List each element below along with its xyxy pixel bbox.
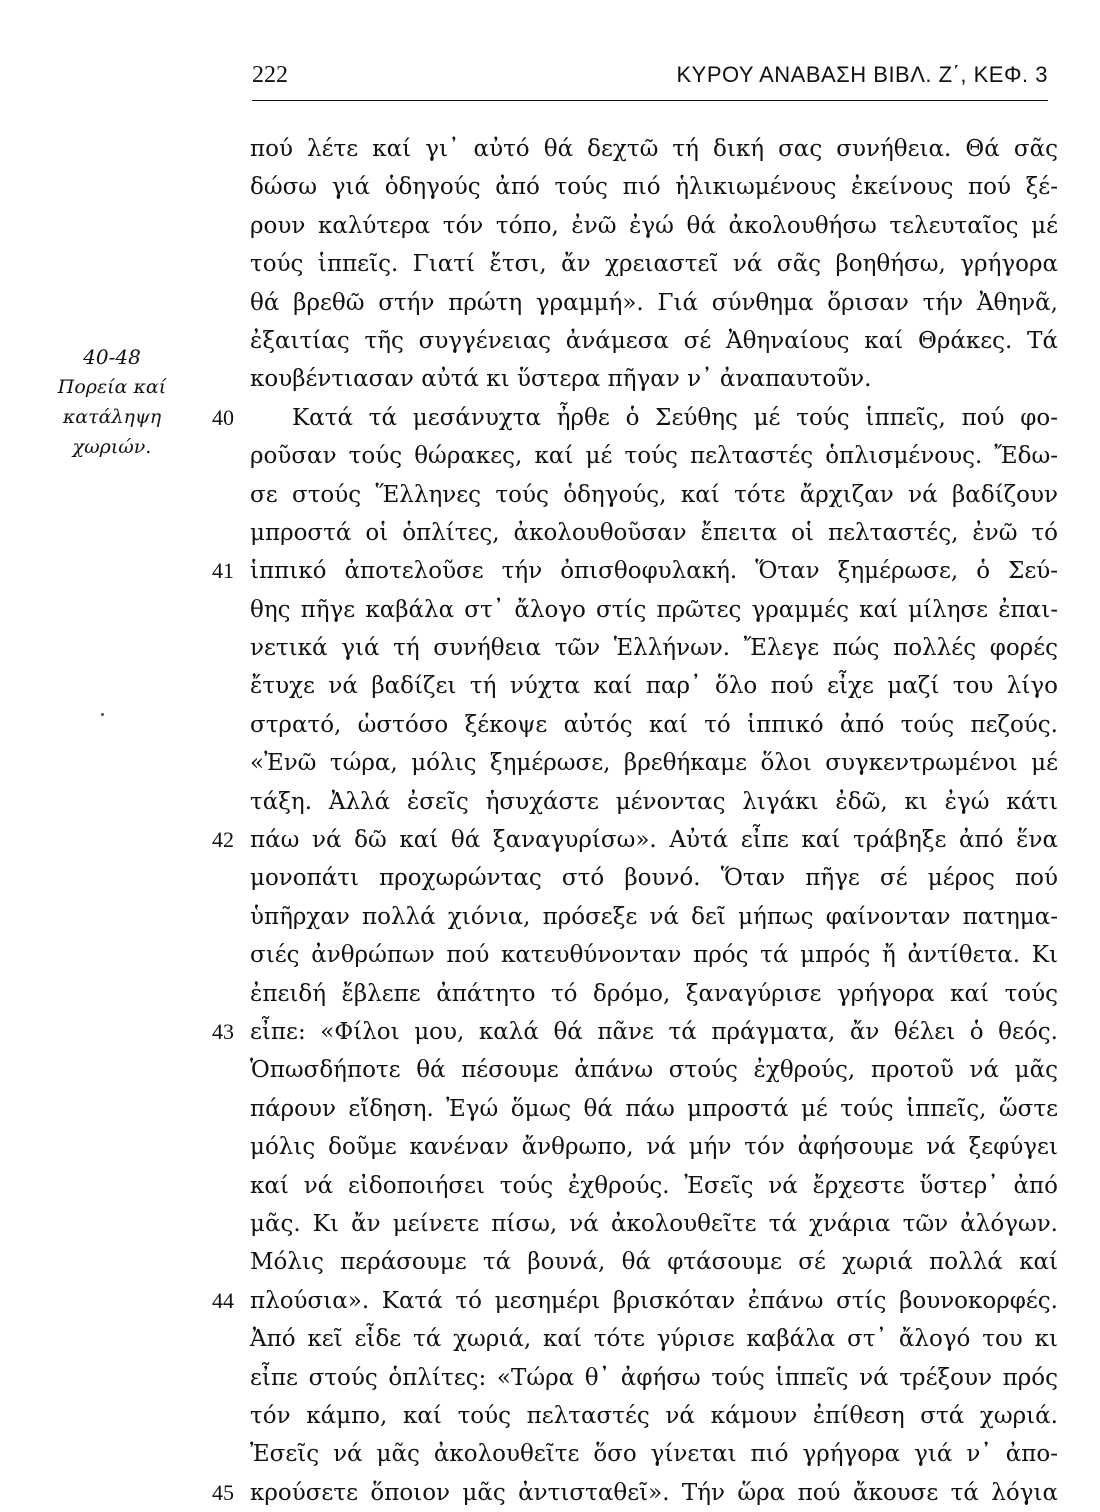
line-text: σιές ἀνθρώπων πού κατευθύνονταν πρός τά μπρός ἤ ἀντίθετα. Κι [250,942,1058,969]
text-line [212,1474,1060,1512]
line-text: Ἐσεῖς νά μᾶς ἀκολουθεῖτε ὅσο γίνεται πιό γρήγορα γιά ν᾽ ἀπο- [250,1441,1058,1468]
line-text: εἶπε: «Φίλοι μου, καλά θά πᾶνε τά πράγματα, ἄν θέλει ὁ θεός. [250,1018,1058,1045]
line-text: ἔτυχε νά βαδίζει τή νύχτα καί παρ᾽ ὅλο πού εἶχε μαζί του λίγο [250,673,1058,700]
line-text: Ὁπωσδήποτε θά πέσουμε ἀπάνω στούς ἐχθρούς, προτοῦ νά μᾶς [250,1057,1058,1084]
line-text: εἶπε στούς ὁπλίτες: «Τώρα θ᾽ ἀφήσω τούς ἱππεῖς νά τρέξουν πρός [250,1364,1058,1391]
text-line [250,322,1060,360]
line-text: ρουν καλύτερα τόν τόπο, ἐνῶ ἐγώ θά ἀκολουθήσω τελευταῖος μέ [250,212,1058,239]
line-text: τόν κάμπο, καί τούς πελταστές νά κάμουν ἐπίθεση στά χωριά. [250,1402,1058,1429]
body-text [212,130,1060,1512]
line-text: τούς ἱππεῖς. Γιατί ἔτσι, ἄν χρειαστεῖ νά σᾶς βοηθήσω, γρήγορα [250,251,1058,278]
text-line [250,667,1060,705]
line-text: «Ἐνῶ τώρα, μόλις ξημέρωσε, βρεθήκαμε ὅλοι συγκεντρωμένοι μέ [250,750,1058,777]
text-line [250,514,1060,552]
text-line [250,706,1060,744]
text-line [250,476,1060,514]
header-rule [252,100,1048,101]
running-header [252,58,1048,94]
text-line [212,1282,1060,1320]
text-line [250,1051,1060,1089]
line-text: μονοπάτι προχωρώντας στό βουνό. Ὅταν πῆγε σέ μέρος πού [250,865,1058,892]
line-text: ἱππικό ἀποτελοῦσε τήν ὀπισθοφυλακή. Ὅταν ξημέρωσε, ὁ Σεύ- [250,558,1058,585]
line-text: πού λέτε καί γι᾽ αὐτό θά δεχτῶ τή δική σας συνήθεια. Θά σᾶς [250,136,1058,162]
section-number: 44 [212,1287,234,1313]
line-text: σε στούς Ἕλληνες τούς ὁδηγούς, καί τότε ἄρχιζαν νά βαδίζουν [250,481,1058,508]
line-text: Κατά τά μεσάνυχτα ἦρθε ὁ Σεύθης μέ τούς ἱππεῖς, πού φο- [292,404,1058,431]
margin-note-line: χωριών. [72,436,152,458]
text-line [250,284,1060,322]
text-line [250,1435,1060,1473]
text-line [250,207,1060,245]
line-text: κουβέντιασαν αὐτά κι ὕστερα πῆγαν ν᾽ ἀναπαυτοῦν. [250,366,872,393]
margin-note [28,342,196,462]
text-line [250,1090,1060,1128]
line-text: Ἀπό κεῖ εἶδε τά χωριά, καί τότε γύρισε καβάλα στ᾽ ἄλογό του κι [250,1326,1058,1353]
stray-mark [101,713,104,716]
text-line [250,1128,1060,1166]
text-line [212,399,1060,437]
line-text: μᾶς. Κι ἄν μείνετε πίσω, νά ἀκολουθεῖτε τά χνάρια τῶν ἀλόγων. [250,1210,1058,1237]
line-text: ἐξαιτίας τῆς συγγένειας ἀνάμεσα σέ Ἀθηναίους καί Θράκες. Τά [250,327,1058,354]
text-line [250,1205,1060,1243]
line-text: νετικά γιά τή συνήθεια τῶν Ἑλλήνων. Ἔλεγε πώς πολλές φορές [250,635,1058,662]
text-line [250,898,1060,936]
line-text: ὑπῆρχαν πολλά χιόνια, πρόσεξε νά δεῖ μήπως φαίνονταν πατημα- [250,903,1058,930]
text-line [250,360,1060,398]
section-number: 41 [212,558,234,584]
running-title: ΚΥΡΟΥ ΑΝΑΒΑΣΗ ΒΙΒΛ. Ζ΄, ΚΕΦ. 3 [676,62,1048,87]
text-line [250,783,1060,821]
text-line [212,552,1060,590]
text-line [212,821,1060,859]
section-number: 42 [212,827,234,853]
line-text: πάω νά δῶ καί θά ξαναγυρίσω». Αὐτά εἶπε καί τράβηξε ἀπό ἕνα [250,827,1058,854]
margin-note-range: 40-48 [83,345,141,369]
section-number: 40 [212,404,234,430]
text-line [250,744,1060,782]
line-text: καί νά εἰδοποιήσει τούς ἐχθρούς. Ἐσεῖς νά ἔρχεστε ὕστερ᾽ ἀπό [250,1172,1058,1199]
section-number: 43 [212,1018,234,1044]
line-text: στρατό, ὡστόσο ξέκοψε αὐτός καί τό ἱππικό ἀπό τούς πεζούς. [250,711,1058,738]
line-text: μπροστά οἱ ὁπλίτες, ἀκολουθοῦσαν ἔπειτα οἱ πελταστές, ἐνῶ τό [250,519,1058,546]
line-text: θης πῆγε καβάλα στ᾽ ἄλογο στίς πρῶτες γραμμές καί μίλησε ἐπαι- [250,596,1058,623]
line-text: πάρουν εἴδηση. Ἐγώ ὅμως θά πάω μπροστά μέ τούς ἱππεῖς, ὥστε [250,1095,1058,1122]
text-line [250,245,1060,283]
text-line [250,629,1060,667]
line-text: μόλις δοῦμε κανέναν ἄνθρωπο, νά μήν τόν ἀφήσουμε νά ξεφύγει [250,1134,1058,1161]
text-line [250,1167,1060,1205]
text-line [250,1320,1060,1358]
text-line [250,1243,1060,1281]
text-line [250,591,1060,629]
section-number: 45 [212,1479,234,1505]
line-text: Μόλις περάσουμε τά βουνά, θά φτάσουμε σέ χωριά πολλά καί [250,1249,1058,1276]
text-line [250,936,1060,974]
text-line [250,1359,1060,1397]
line-text: δώσω γιά ὁδηγούς ἀπό τούς πιό ἡλικιωμένους ἐκείνους πού ξέ- [250,174,1058,201]
text-line [250,1397,1060,1435]
text-line [250,437,1060,475]
line-text: τάξη. Ἀλλά ἐσεῖς ἡσυχάστε μένοντας λιγάκι ἐδῶ, κι ἐγώ κάτι [250,788,1058,815]
page-number: 222 [252,62,288,88]
text-line [250,168,1060,206]
margin-note-line: Πορεία καί [57,376,167,398]
line-text: πλούσια». Κατά τό μεσημέρι βρισκόταν ἐπάνω στίς βουνοκορφές. [250,1287,1058,1314]
text-line [250,859,1060,897]
line-text: θά βρεθῶ στήν πρώτη γραμμή». Γιά σύνθημα ὅρισαν τήν Ἀθηνᾶ, [250,289,1058,316]
line-text: κρούσετε ὅποιον μᾶς ἀντισταθεῖ». Τήν ὥρα πού ἄκουσε τά λόγια [250,1479,1058,1506]
line-text: ροῦσαν τούς θώρακες, καί μέ τούς πελταστές ὁπλισμένους. Ἔδω- [250,443,1058,470]
margin-note-line: κατάληψη [62,406,162,428]
text-line [212,1013,1060,1051]
line-text: ἐπειδή ἔβλεπε ἀπάτητο τό δρόμο, ξαναγύρισε γρήγορα καί τούς [250,980,1058,1007]
text-line [250,130,1060,168]
text-line [250,975,1060,1013]
